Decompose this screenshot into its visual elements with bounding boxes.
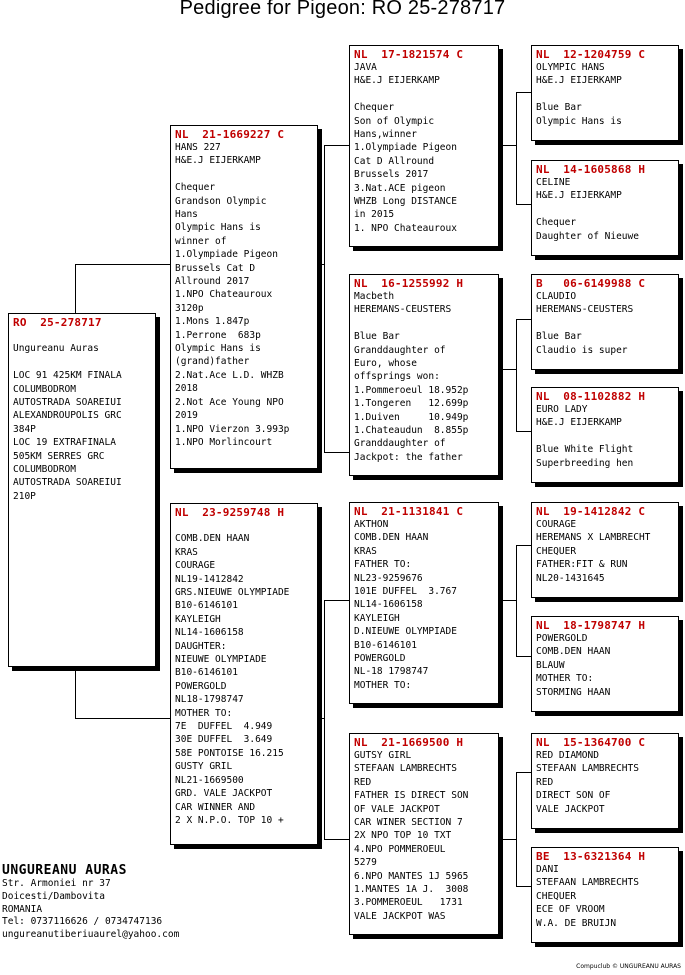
pigeon-detail-line: 3120p bbox=[175, 302, 204, 314]
connector bbox=[500, 839, 517, 840]
pigeon-detail-line bbox=[13, 329, 151, 342]
pigeon-detail-line: COLUMBODROM bbox=[13, 464, 76, 476]
pigeon-detail-line: H&E.J EIJERKAMP bbox=[354, 75, 440, 87]
pigeon-detail-line: CELINE bbox=[536, 177, 571, 188]
pigeon-detail-line: COURAGE bbox=[175, 560, 216, 572]
pigeon-detail-line: B10-6146101 bbox=[175, 667, 238, 679]
pigeon-detail-line: Blue Bar bbox=[536, 102, 582, 114]
pigeon-detail-line: 1.Chateaudun 8.855p bbox=[354, 425, 469, 437]
ring-number: NL 08-1102882 H bbox=[536, 390, 646, 403]
connector bbox=[75, 264, 76, 318]
pigeon-detail-line: STEFAAN LAMBRECHTS bbox=[536, 877, 639, 889]
connector bbox=[516, 319, 517, 432]
pigeon-detail-line: DANI bbox=[536, 864, 559, 875]
owner-name: UNGUREANU AURAS bbox=[2, 863, 127, 878]
pigeon-detail-line: KRAS bbox=[175, 546, 198, 558]
owner-country: ROMANIA bbox=[2, 903, 43, 915]
pigeon-details bbox=[536, 632, 674, 699]
pigeon-detail-line: RED DIAMOND bbox=[536, 750, 599, 761]
pigeon-details bbox=[13, 329, 151, 503]
pigeon-detail-line: 58E PONTOISE 16.215 bbox=[175, 747, 284, 759]
connector bbox=[516, 92, 532, 93]
connector bbox=[324, 145, 351, 146]
pigeon-detail-line: POWERGOLD bbox=[175, 680, 227, 692]
pigeon-detail-line: 30E DUFFEL 3.649 bbox=[175, 734, 273, 746]
pigeon-detail-line: FATHER:FIT & RUN bbox=[536, 559, 628, 571]
pigeon-detail-line: 2.Nat.Ace L.D. WHZB bbox=[175, 369, 284, 381]
pigeon-detail-line: W.A. DE BRUIJN bbox=[536, 917, 617, 929]
ring-number: RO 25-278717 bbox=[13, 316, 102, 329]
connector bbox=[500, 145, 517, 146]
ring-number: NL 16-1255992 H bbox=[354, 277, 464, 290]
connector bbox=[516, 92, 517, 205]
pigeon-detail-line: NL14-1606158 bbox=[175, 627, 244, 639]
pigeon-details bbox=[354, 749, 494, 923]
pigeon-detail-line: DAUGHTER: bbox=[175, 640, 227, 652]
pigeon-detail-line: 1.NPO Chateauroux bbox=[175, 289, 273, 301]
pigeon-detail-line: 1.Pommeroeul 18.952p bbox=[354, 384, 469, 396]
connector bbox=[318, 718, 325, 719]
pigeon-detail-line: HEREMANS-CEUSTERS bbox=[536, 304, 634, 316]
pigeon-detail-line: FATHER TO: bbox=[354, 559, 412, 571]
pigeon-detail-line: HEREMANS-CEUSTERS bbox=[354, 304, 452, 316]
pigeon-detail-line: Son of Olympic bbox=[354, 115, 435, 127]
pigeon-detail-line: DIRECT SON OF bbox=[536, 790, 611, 802]
pigeon-details bbox=[175, 519, 313, 827]
pigeon-detail-line: offsprings won: bbox=[354, 371, 440, 383]
owner-email: ungureanutiberiuaurel@yahoo.com bbox=[2, 929, 180, 941]
pigeon-detail-line: 1. NPO Chateauroux bbox=[354, 222, 457, 234]
pigeon-detail-line: VALE JACKPOT bbox=[536, 803, 605, 815]
connector bbox=[75, 666, 76, 719]
pigeon-detail-line: COURAGE bbox=[536, 519, 577, 530]
pigeon-detail-line: GUSTY GRIL bbox=[175, 761, 233, 773]
pigeon-detail-line: LOC 91 425KM FINALA bbox=[13, 370, 122, 382]
pigeon-detail-line: 1.MANTES 1A J. 3008 bbox=[354, 884, 469, 896]
ggp-card-dss bbox=[531, 502, 679, 598]
ggp-card-sss bbox=[531, 45, 679, 141]
pigeon-detail-line: 210P bbox=[13, 490, 36, 502]
pigeon-detail-line: 3.Nat.ACE pigeon bbox=[354, 182, 446, 194]
connector bbox=[516, 204, 532, 205]
connector bbox=[324, 600, 325, 840]
pigeon-detail-line bbox=[536, 430, 674, 443]
pigeon-detail-line: 1.Tongeren 12.699p bbox=[354, 398, 469, 410]
pigeon-detail-line: HANS 227 bbox=[175, 142, 221, 153]
connector bbox=[516, 772, 532, 773]
ring-number: NL 21-1669500 H bbox=[354, 736, 464, 749]
ring-number: NL 19-1412842 C bbox=[536, 505, 646, 518]
pigeon-detail-line: STEFAAN LAMBRECHTS bbox=[354, 763, 457, 775]
pigeon-detail-line bbox=[536, 203, 674, 216]
pigeon-detail-line: CHEQUER bbox=[536, 545, 577, 557]
pigeon-details bbox=[354, 290, 494, 464]
page-title: Pedigree for Pigeon: RO 25-278717 bbox=[179, 0, 506, 19]
pigeon-detail-line: 2.Not Ace Young NPO bbox=[175, 396, 284, 408]
pigeon-detail-line: ECE OF VROOM bbox=[536, 904, 605, 916]
pigeon-detail-line: 2018 bbox=[175, 383, 198, 395]
pigeon-details bbox=[536, 518, 674, 585]
pigeon-detail-line: 7E DUFFEL 4.949 bbox=[175, 721, 273, 733]
pigeon-detail-line: NL-18 1798747 bbox=[354, 666, 429, 678]
pigeon-detail-line: AUTOSTRADA SOAREIUI bbox=[13, 477, 122, 489]
pigeon-detail-line: MOTHER TO: bbox=[354, 679, 412, 691]
pigeon-detail-line: 2019 bbox=[175, 410, 198, 422]
ring-number: NL 21-1131841 C bbox=[354, 505, 464, 518]
connector bbox=[500, 369, 517, 370]
pigeon-detail-line: 1.Olympiade Pigeon bbox=[354, 142, 457, 154]
owner-address-2: Doicesti/Dambovita bbox=[2, 890, 105, 902]
pigeon-detail-line: 101E DUFFEL 3.767 bbox=[354, 586, 457, 598]
pigeon-detail-line: (grand)father bbox=[175, 356, 250, 368]
pigeon-detail-line: NL19-1412842 bbox=[175, 573, 244, 585]
pigeon-detail-line: B10-6146101 bbox=[175, 600, 238, 612]
pigeon-detail-line: OLYMPIC HANS bbox=[536, 62, 605, 73]
pigeon-detail-line: KRAS bbox=[354, 545, 377, 557]
connector bbox=[324, 839, 351, 840]
pigeon-detail-line: Grandson Olympic bbox=[175, 195, 267, 207]
pigeon-detail-line: NL14-1606158 bbox=[354, 599, 423, 611]
connector bbox=[500, 600, 517, 601]
pigeon-detail-line: Brussels Cat D bbox=[175, 262, 256, 274]
pigeon-detail-line: Superbreeding hen bbox=[536, 457, 634, 469]
pigeon-detail-line bbox=[175, 519, 313, 532]
pigeon-detail-line: 5279 bbox=[354, 857, 377, 869]
connector bbox=[516, 886, 532, 887]
pigeon-detail-line: 4.NPO POMMEROEUL bbox=[354, 843, 446, 855]
sire-card bbox=[170, 125, 318, 469]
connector bbox=[324, 452, 351, 453]
pigeon-detail-line bbox=[536, 317, 674, 330]
pigeon-detail-line: GRS.NIEUWE OLYMPIADE bbox=[175, 587, 290, 599]
connector bbox=[318, 264, 325, 265]
pigeon-detail-line: Olympic Hans is bbox=[536, 115, 622, 127]
ggp-card-ddd bbox=[531, 847, 679, 943]
pigeon-detail-line: Hans bbox=[175, 209, 198, 221]
pigeon-detail-line: H&E.J EIJERKAMP bbox=[536, 190, 622, 202]
subject-card bbox=[8, 313, 156, 667]
ring-number: NL 12-1204759 C bbox=[536, 48, 646, 61]
pigeon-details bbox=[536, 176, 674, 243]
connector bbox=[75, 264, 172, 265]
connector bbox=[516, 545, 517, 657]
pigeon-detail-line: 3.POMMEROEUL 1731 bbox=[354, 897, 463, 909]
pigeon-detail-line: 2X NPO TOP 10 TXT bbox=[354, 830, 452, 842]
pigeon-detail-line: H&E.J EIJERKAMP bbox=[175, 155, 261, 167]
pigeon-detail-line: MOTHER TO: bbox=[536, 673, 594, 685]
pigeon-detail-line: COLUMBODROM bbox=[13, 383, 76, 395]
ggp-card-dds bbox=[531, 733, 679, 829]
pigeon-detail-line: KAYLEIGH bbox=[175, 613, 221, 625]
pigeon-detail-line: Granddaughter of bbox=[354, 438, 446, 450]
connector bbox=[516, 319, 532, 320]
pigeon-detail-line: Daughter of Nieuwe bbox=[536, 230, 639, 242]
pigeon-detail-line: HEREMANS X LAMBRECHT bbox=[536, 532, 651, 544]
pigeon-detail-line: STEFAAN LAMBRECHTS bbox=[536, 763, 639, 775]
pigeon-details bbox=[536, 61, 674, 128]
connector bbox=[516, 431, 532, 432]
pigeon-detail-line: Olympic Hans is bbox=[175, 222, 261, 234]
pigeon-detail-line: Macbeth bbox=[354, 291, 395, 302]
pigeon-detail-line: H&E.J EIJERKAMP bbox=[536, 417, 622, 429]
pigeon-detail-line: Allround 2017 bbox=[175, 276, 250, 288]
pigeon-detail-line: 2 X N.P.O. TOP 10 + bbox=[175, 814, 284, 826]
pigeon-detail-line: D.NIEUWE OLYMPIADE bbox=[354, 626, 457, 638]
pigeon-details bbox=[536, 290, 674, 357]
pigeon-detail-line: Jackpot: the father bbox=[354, 451, 463, 463]
owner-address-1: Str. Armoniei nr 37 bbox=[2, 878, 111, 889]
pigeon-detail-line: H&E.J EIJERKAMP bbox=[536, 75, 622, 87]
pigeon-details bbox=[536, 403, 674, 470]
pigeon-detail-line bbox=[536, 88, 674, 101]
pigeon-detail-line: EURO LADY bbox=[536, 404, 588, 415]
connector bbox=[324, 600, 351, 601]
pigeon-detail-line: NL23-9259676 bbox=[354, 572, 423, 584]
dam-card bbox=[170, 503, 318, 845]
connector bbox=[75, 718, 172, 719]
connector bbox=[516, 772, 517, 887]
pigeon-detail-line: CLAUDIO bbox=[536, 291, 577, 302]
pigeon-detail-line: Blue Bar bbox=[354, 331, 400, 343]
ring-number: BE 13-6321364 H bbox=[536, 850, 646, 863]
pigeon-detail-line: CAR WINER SECTION 7 bbox=[354, 817, 463, 829]
pigeon-detail-line: Cat D Allround bbox=[354, 155, 435, 167]
pigeon-detail-line: 6.NPO MANTES 1J 5965 bbox=[354, 870, 469, 882]
pigeon-detail-line: 1.Perrone 683p bbox=[175, 329, 261, 341]
pigeon-detail-line: JAVA bbox=[354, 62, 377, 73]
pigeon-detail-line: GRD. VALE JACKPOT bbox=[175, 788, 273, 800]
pigeon-detail-line: Granddaughter of bbox=[354, 344, 446, 356]
dam-dam-card bbox=[349, 733, 499, 935]
pigeon-detail-line: Chequer bbox=[536, 217, 577, 229]
sire-dam-card bbox=[349, 274, 499, 476]
pigeon-detail-line: LOC 19 EXTRAFINALA bbox=[13, 437, 116, 449]
pigeon-detail-line: BLAUW bbox=[536, 659, 565, 671]
ring-number: NL 18-1798747 H bbox=[536, 619, 646, 632]
pigeon-detail-line: KAYLEIGH bbox=[354, 612, 400, 624]
pigeon-detail-line: Euro, whose bbox=[354, 358, 417, 370]
pigeon-detail-line: OF VALE JACKPOT bbox=[354, 803, 440, 815]
pigeon-detail-line: AUTOSTRADA SOAREIUI bbox=[13, 397, 122, 408]
pigeon-detail-line: Hans,winner bbox=[354, 129, 417, 141]
pigeon-detail-line: FATHER IS DIRECT SON bbox=[354, 790, 469, 802]
pigeon-detail-line: AKTHON bbox=[354, 519, 389, 530]
ggp-card-dsd bbox=[531, 616, 679, 712]
pigeon-detail-line: CAR WINNER AND bbox=[175, 801, 256, 813]
pigeon-details bbox=[175, 141, 313, 449]
ring-number: NL 23-9259748 H bbox=[175, 506, 285, 519]
pigeon-detail-line: Blue Bar bbox=[536, 331, 582, 343]
connector bbox=[324, 145, 325, 453]
sire-sire-card bbox=[349, 45, 499, 247]
pigeon-detail-line: B10-6146101 bbox=[354, 639, 417, 651]
ring-number: NL 17-1821574 C bbox=[354, 48, 464, 61]
pigeon-detail-line: NL18-1798747 bbox=[175, 694, 244, 706]
pigeon-detail-line: POWERGOLD bbox=[536, 633, 588, 644]
pigeon-detail-line bbox=[175, 168, 313, 181]
pigeon-detail-line: GUTSY GIRL bbox=[354, 750, 412, 761]
pigeon-detail-line bbox=[13, 356, 151, 369]
pigeon-details bbox=[536, 863, 674, 930]
pigeon-detail-line: in 2015 bbox=[354, 209, 395, 221]
pigeon-details bbox=[536, 749, 674, 816]
pigeon-detail-line: ALEXANDROUPOLIS GRC bbox=[13, 410, 122, 422]
pigeon-detail-line: STORMING HAAN bbox=[536, 686, 611, 698]
ggp-card-ssd bbox=[531, 160, 679, 256]
pigeon-detail-line: Chequer bbox=[175, 182, 216, 194]
pigeon-detail-line: NIEUWE OLYMPIADE bbox=[175, 654, 267, 666]
ring-number: NL 14-1605868 H bbox=[536, 163, 646, 176]
ring-number: NL 21-1669227 C bbox=[175, 128, 285, 141]
pigeon-detail-line: winner of bbox=[175, 235, 227, 247]
ring-number: B 06-6149988 C bbox=[536, 277, 646, 290]
pigeon-detail-line: 1.Olympiade Pigeon bbox=[175, 249, 278, 261]
pigeon-detail-line: VALE JACKPOT WAS bbox=[354, 910, 446, 922]
pigeon-detail-line: 384P bbox=[13, 423, 36, 435]
pigeon-detail-line bbox=[354, 88, 494, 101]
pigeon-detail-line: NL21-1669500 bbox=[175, 774, 244, 786]
pigeon-details bbox=[354, 61, 494, 235]
pigeon-detail-line bbox=[354, 317, 494, 330]
credit-text: Compuclub © UNGUREANU AURAS bbox=[576, 963, 681, 970]
pigeon-detail-line: COMB.DEN HAAN bbox=[536, 646, 611, 658]
pigeon-detail-line: COMB.DEN HAAN bbox=[354, 532, 429, 544]
pigeon-detail-line: RED bbox=[536, 776, 554, 788]
pigeon-detail-line: WHZB Long DISTANCE bbox=[354, 196, 457, 208]
pigeon-detail-line: Claudio is super bbox=[536, 344, 628, 356]
owner-block bbox=[2, 863, 179, 942]
pigeon-detail-line: MOTHER TO: bbox=[175, 707, 233, 719]
pigeon-detail-line: RED bbox=[354, 776, 372, 788]
connector bbox=[516, 545, 532, 546]
pigeon-detail-line: 1.Duiven 10.949p bbox=[354, 411, 469, 423]
pigeon-details bbox=[354, 518, 494, 692]
pigeon-detail-line: 505KM SERRES GRC bbox=[13, 450, 105, 462]
pigeon-detail-line: Ungureanu Auras bbox=[13, 343, 99, 355]
pigeon-detail-line: 1.NPO Vierzon 3.993p bbox=[175, 423, 290, 435]
owner-phone: Tel: 0737116626 / 0734747136 bbox=[2, 916, 163, 928]
pigeon-detail-line: CHEQUER bbox=[536, 890, 577, 902]
pigeon-detail-line: COMB.DEN HAAN bbox=[175, 533, 250, 545]
pigeon-detail-line: NL20-1431645 bbox=[536, 572, 605, 584]
pigeon-detail-line: 1.NPO Morlincourt bbox=[175, 436, 273, 448]
dam-sire-card bbox=[349, 502, 499, 704]
pigeon-detail-line: POWERGOLD bbox=[354, 653, 406, 665]
connector bbox=[516, 656, 532, 657]
pigeon-detail-line: Brussels 2017 bbox=[354, 169, 429, 181]
pigeon-detail-line: 1.Mons 1.847p bbox=[175, 316, 250, 328]
pigeon-detail-line: Blue White Flight bbox=[536, 444, 634, 456]
ring-number: NL 15-1364700 C bbox=[536, 736, 646, 749]
ggp-card-sds bbox=[531, 274, 679, 370]
pigeon-detail-line: Olympic Hans is bbox=[175, 343, 261, 355]
ggp-card-sdd bbox=[531, 387, 679, 483]
pigeon-detail-line: Chequer bbox=[354, 102, 395, 114]
